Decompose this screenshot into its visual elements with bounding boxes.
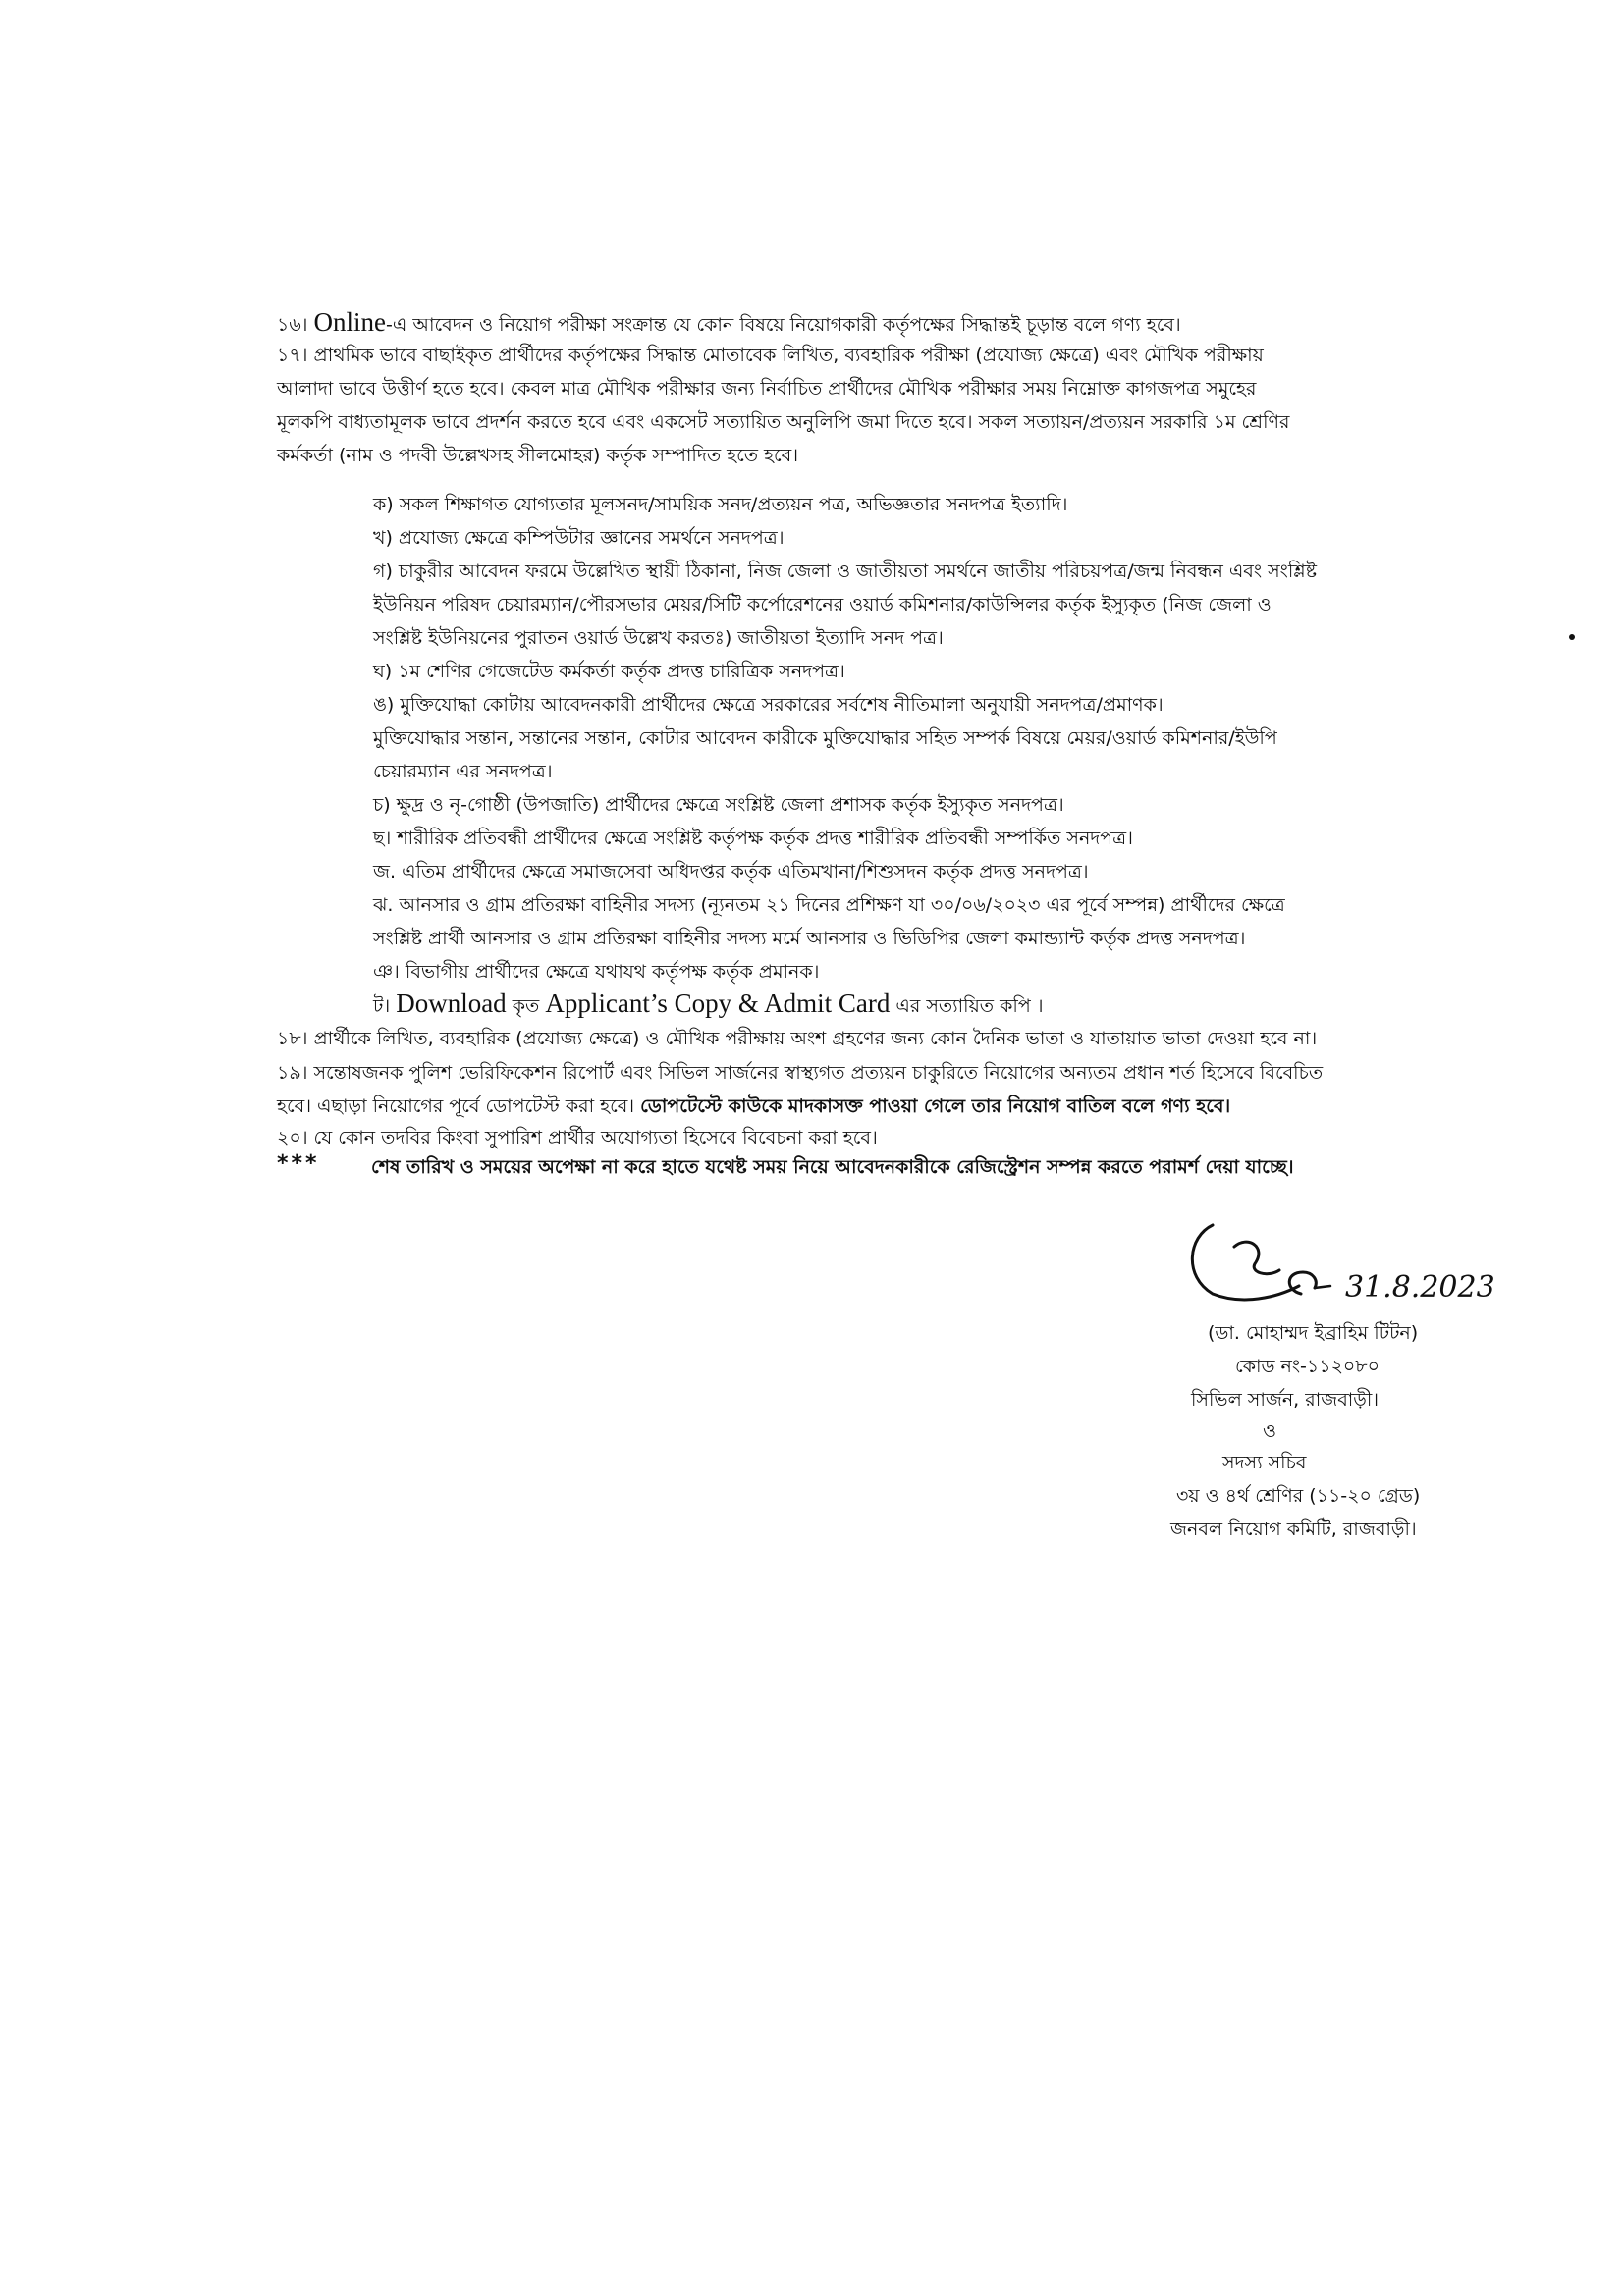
item-ta-prefix: ট। (373, 995, 391, 1017)
signatory-name: (ডা. মোহাম্মদ ইব্রাহিম টিটন) (1208, 1322, 1419, 1344)
item-uma-line-3: চেয়ারম্যান এর সনদপত্র। (373, 761, 553, 782)
signatory-title-3: ৩য় ও ৪র্থ শ্রেণির (১১-২০ গ্রেড) (1176, 1485, 1421, 1507)
p19-normal-text: হবে। এছাড়া নিয়োগের পূর্বে ডোপটেস্ট করা হবে। (277, 1095, 635, 1117)
p19-bold-text: ডোপটেস্টে কাউকে মাদকাসক্ত পাওয়া গেলে তার নিয়োগ বাতিল বলে গণ্য হবে। (640, 1095, 1231, 1117)
item-chha: ছ। শারীরিক প্রতিবন্ধী প্রার্থীদের ক্ষেত্রে সংশ্লিষ্ট কর্তৃপক্ষ কর্তৃক প্রদত্ত শারীরিক প্রতিবন্ধী সম্পর্কিত সনদপত্র। (373, 828, 1133, 849)
item-gha: ঘ) ১ম শেণির গেজেটেড কর্মকর্তা কর্তৃক প্রদত্ত চারিত্রিক সনদপত্র। (373, 661, 845, 682)
item-ja: জ. এতিম প্রার্থীদের ক্ষেত্রে সমাজসেবা অধিদপ্তর কর্তৃক এতিমখানা/শিশুসদন কর্তৃক প্রদত্ত সনদপত্র। (373, 861, 1089, 882)
item-ta-applicant-copy: Applicant’s Copy & Admit Card (545, 988, 891, 1018)
paragraph-16 (277, 306, 1181, 341)
item-ta-download: Download (396, 988, 507, 1018)
item-ta-suffix: এর সত্যায়িত কপি । (895, 995, 1044, 1017)
paragraph-18: ১৮। প্রার্থীকে লিখিত, ব্যবহারিক (প্রযোজ্য ক্ষেত্রে) ও মৌখিক পরীক্ষায় অংশ গ্রহণের জন্য কোন দৈনিক ভাতা ও যাতায়াত ভাতা দেওয়া হবে না। (277, 1028, 1318, 1049)
item-cha: চ) ক্ষুদ্র ও নৃ-গোষ্ঠী (উপজাতি) প্রার্থীদের ক্ষেত্রে সংশ্লিষ্ট জেলা প্রশাসক কর্তৃক ইস্যুকৃত সনদপত্র। (373, 794, 1064, 816)
item-ka: ক) সকল শিক্ষাগত যোগ্যতার মূলসনদ/সাময়িক সনদ/প্রত্যয়ন পত্র, অভিজ্ঞতার সনদপত্র ইত্যাদি। (373, 494, 1068, 515)
signatory-title-1: সিভিল সার্জন, রাজবাড়ী। (1191, 1389, 1380, 1411)
signatory-code: কোড নং-১১২০৮০ (1235, 1356, 1380, 1377)
paragraph-17-line-1 (277, 340, 1264, 371)
item-ga-line-2: ইউনিয়ন পরিষদ চেয়ারম্যান/পৌরসভার মেয়র/সিটি কর্পোরেশনের ওয়ার্ড কমিশনার/কাউন্সিলর কর্তৃক ইস্যুকৃত (নিজ জেলা ও (373, 594, 1272, 615)
item-ga-line-1: গ) চাকুরীর আবেদন ফরমে উল্লেখিত স্থায়ী ঠিকানা, নিজ জেলা ও জাতীয়তা সমর্থনে জাতীয় পরিচয়পত্র/জন্ম নিবন্ধন এবং সংশ্লিষ্ট (373, 561, 1318, 582)
p16-number: ১৬। (277, 314, 308, 336)
item-ta (373, 988, 1044, 1022)
item-kha: খ) প্রযোজ্য ক্ষেত্রে কম্পিউটার জ্ঞানের সমর্থনে সনদপত্র। (373, 527, 785, 549)
item-ga-line-3: সংশ্লিষ্ট ইউনিয়নের পুরাতন ওয়ার্ড উল্লেখ করতঃ) জাতীয়তা ইত্যাদি সনদ পত্র। (373, 627, 944, 649)
item-uma-line-1: ঙ) মুক্তিযোদ্ধা কোটায় আবেদনকারী প্রার্থীদের ক্ষেত্রে সরকারের সর্বশেষ নীতিমালা অনুযায়ী সনদপত্র/প্রমাণক। (373, 694, 1164, 716)
p16-text: -এ আবেদন ও নিয়োগ পরীক্ষা সংক্রান্ত যে কোন বিষয়ে নিয়োগকারী কর্তৃপক্ষের সিদ্ধান্তই চূড়ান্ত বলে গণ্য হবে। (386, 314, 1181, 336)
item-jha-line-1: ঝ. আনসার ও গ্রাম প্রতিরক্ষা বাহিনীর সদস্য (ন্যূনতম ২১ দিনের প্রশিক্ষণ যা ৩০/০৬/২০২৩ এর পূর্বে সম্পন্ন) প্রার্থীদের ক্ষেত্রে (373, 894, 1285, 916)
signatory-and: ও (1263, 1420, 1276, 1442)
p16-online: Online (313, 307, 387, 337)
paragraph-19-line-1: ১৯। সন্তোষজনক পুলিশ ভেরিফিকেশন রিপোর্ট এবং সিভিল সার্জনের স্বাস্থ্যগত প্রত্যয়ন চাকুরিতে নিয়োগের অন্যতম প্রধান শর্ত হিসেবে বিবেচিত (277, 1062, 1324, 1084)
item-jha-line-2: সংশ্লিষ্ট প্রার্থী আনসার ও গ্রাম প্রতিরক্ষা বাহিনীর সদস্য মর্মে আনসার ও ভিডিপির জেলা কমান্ড্যান্ট কর্তৃক প্রদত্ত সনদপত্র। (373, 928, 1246, 949)
item-nya: ঞ। বিভাগীয় প্রার্থীদের ক্ষেত্রে যথাযথ কর্তৃপক্ষ কর্তৃক প্রমানক। (373, 961, 820, 983)
p17-number: ১৭। (277, 345, 308, 366)
item-ta-mid: কৃত (512, 995, 540, 1017)
p17-text-1: প্রাথমিক ভাবে বাছাইকৃত প্রার্থীদের কর্তৃপক্ষের সিদ্ধান্ত মোতাবেক লিখিত, ব্যবহারিক পরীক্ষা (প্রযোজ্য ক্ষেত্রে) এবং মৌখিক পরীক্ষায় (313, 345, 1264, 366)
paragraph-17-line-3: মূলকপি বাধ্যতামূলক ভাবে প্রদর্শন করতে হবে এবং একসেট সত্যায়িত অনুলিপি জমা দিতে হবে। সকল সত্যায়ন/প্রত্যয়ন সরকারি ১ম শ্রেণির (277, 411, 1290, 433)
paragraph-19-line-2 (277, 1091, 1230, 1122)
note-stars: *** (277, 1151, 320, 1176)
registration-note: শেষ তারিখ ও সময়ের অপেক্ষা না করে হাতে যথেষ্ট সময় নিয়ে আবেদনকারীকে রেজিস্ট্রেশন সম্পন্ন করতে পরামর্শ দেয়া যাচ্ছে। (371, 1156, 1294, 1178)
paragraph-20: ২০। যে কোন তদবির কিংবা সুপারিশ প্রার্থীর অযোগ্যতা হিসেবে বিবেচনা করা হবে। (277, 1127, 878, 1148)
margin-mark (1569, 634, 1575, 640)
paragraph-17-line-4: কর্মকর্তা (নাম ও পদবী উল্লেখসহ সীলমোহর) কর্তৃক সম্পাদিত হতে হবে। (277, 445, 799, 466)
signature-date: 31.8.2023 (1345, 1270, 1495, 1305)
paragraph-17-line-2: আলাদা ভাবে উত্তীর্ণ হতে হবে। কেবল মাত্র মৌখিক পরীক্ষার জন্য নির্বাচিত প্রার্থীদের মৌখিক পরীক্ষার সময় নিম্নোক্ত কাগজপত্র সমুহের (277, 378, 1257, 400)
signatory-title-2: সদস্য সচিব (1222, 1452, 1307, 1473)
item-uma-line-2: মুক্তিযোদ্ধার সন্তান, সন্তানের সন্তান, কোটার আবেদন কারীকে মুক্তিযোদ্ধার সহিত সম্পর্ক বিষয়ে মেয়র/ওয়ার্ড কমিশনার/ইউপি (373, 727, 1277, 749)
signatory-title-4: জনবল নিয়োগ কমিটি, রাজবাড়ী। (1170, 1519, 1417, 1540)
